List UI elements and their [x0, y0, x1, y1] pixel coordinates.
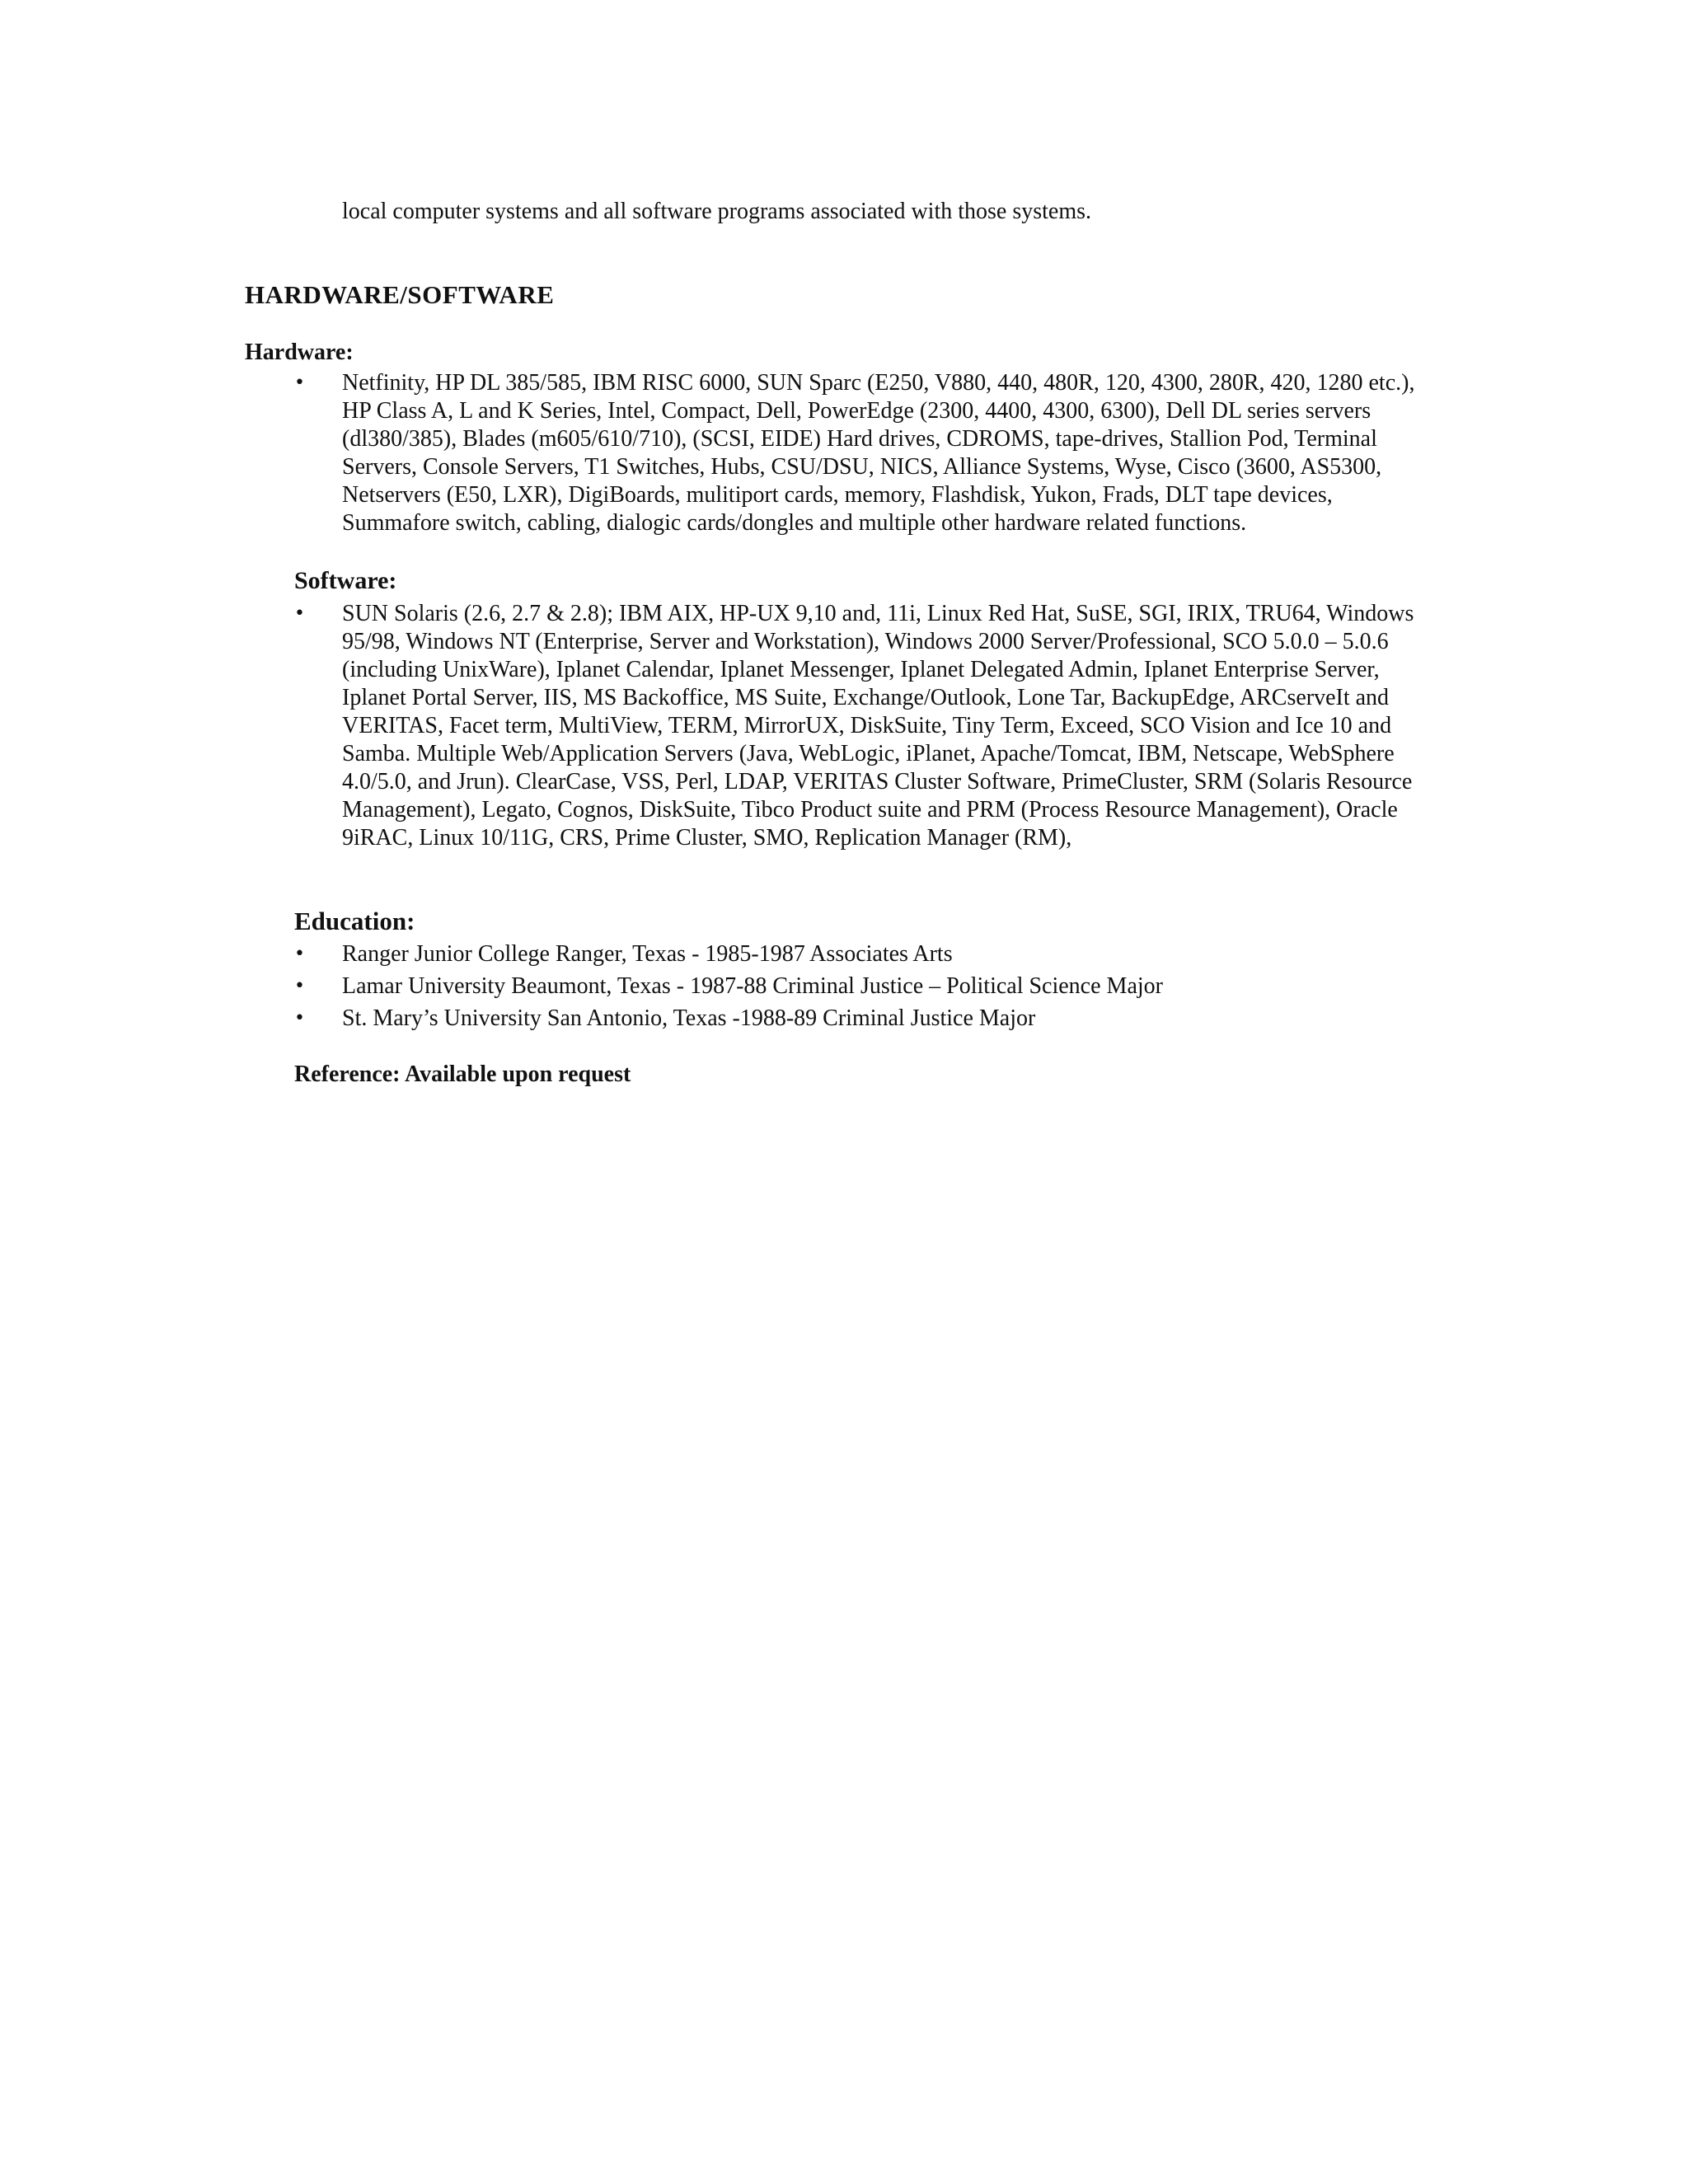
education-text: Ranger Junior College Ranger, Texas - 1985-1987 Associates Arts: [342, 941, 953, 967]
section-heading-hardware-software: HARDWARE/SOFTWARE: [245, 280, 555, 309]
education-text: Lamar University Beaumont, Texas - 1987-88 Criminal Justice – Political Science Major: [342, 973, 1163, 999]
education-list-item: [294, 972, 1432, 1004]
continued-paragraph: local computer systems and all software programs associated with those systems.: [342, 199, 1092, 224]
bullet-icon: •: [294, 976, 305, 996]
bullet-icon: •: [294, 603, 305, 624]
bullet-icon: •: [294, 1008, 305, 1029]
hardware-label: Hardware:: [245, 340, 354, 365]
hardware-list-item: [294, 369, 1432, 542]
hardware-text: Netfinity, HP DL 385/585, IBM RISC 6000, SUN Sparc (E250, V880, 440, 480R, 120, 4300, 280R, 420, 1280 etc.), HP Class A, L and K Series, Intel, Compact, Dell, PowerEdge (2300, 4400, 4300, 6300), Dell DL series servers (dl380/385), Blades (m605/610/710), (SCSI, EIDE) Hard drives, CDROMS, tape-drives, Stallion Pod, Terminal Servers, Console Servers, T1 Switches, Hubs, CSU/DSU, NICS, Alliance Systems, Wyse, Cisco (3600, AS5300, Netservers (E50, LXR), DigiBoards, mulitiport cards, memory, Flashdisk, Yukon, Frads, DLT tape devices, Summafore switch, cabling, dialogic cards/dongles and multiple other hardware related functions.: [342, 370, 1415, 536]
software-text: SUN Solaris (2.6, 2.7 & 2.8); IBM AIX, HP-UX 9,10 and, 11i, Linux Red Hat, SuSE, SGI, IRIX, TRU64, Windows 95/98, Windows NT (Enterprise, Server and Workstation), Windows 2000 Server/Professional, SCO 5.0.0 – 5.0.6 (including UnixWare), Iplanet Calendar, Iplanet Messenger, Iplanet Delegated Admin, Iplanet Enterprise Server, Iplanet Portal Server, IIS, MS Backoffice, MS Suite, Exchange/Outlook, Lone Tar, BackupEdge, ARCserveIt and VERITAS, Facet term, MultiView, TERM, MirrorUX, DiskSuite, Tiny Term, Exceed, SCO Vision and Ice 10 and Samba. Multiple Web/Application Servers (Java, WebLogic, iPlanet, Apache/Tomcat, IBM, Netscape, WebSphere 4.0/5.0, and Jrun). ClearCase, VSS, Perl, LDAP, VERITAS Cluster Software, PrimeCluster, SRM (Solaris Resource Management), Legato, Cognos, DiskSuite, Tibco Product suite and PRM (Process Resource Management), Oracle 9iRAC, Linux 10/11G, CRS, Prime Cluster, SMO, Replication Manager (RM),: [342, 601, 1414, 851]
education-list-item: [294, 1005, 1432, 1036]
software-label: Software:: [294, 567, 397, 594]
bullet-icon: •: [294, 944, 305, 964]
education-text: St. Mary’s University San Antonio, Texas -1988-89 Criminal Justice Major: [342, 1005, 1036, 1031]
software-list-item: [294, 600, 1432, 888]
reference-line: Reference: Available upon request: [294, 1062, 631, 1087]
bullet-icon: •: [294, 373, 305, 393]
education-label: Education:: [294, 907, 415, 935]
education-list-item: [294, 940, 1432, 972]
